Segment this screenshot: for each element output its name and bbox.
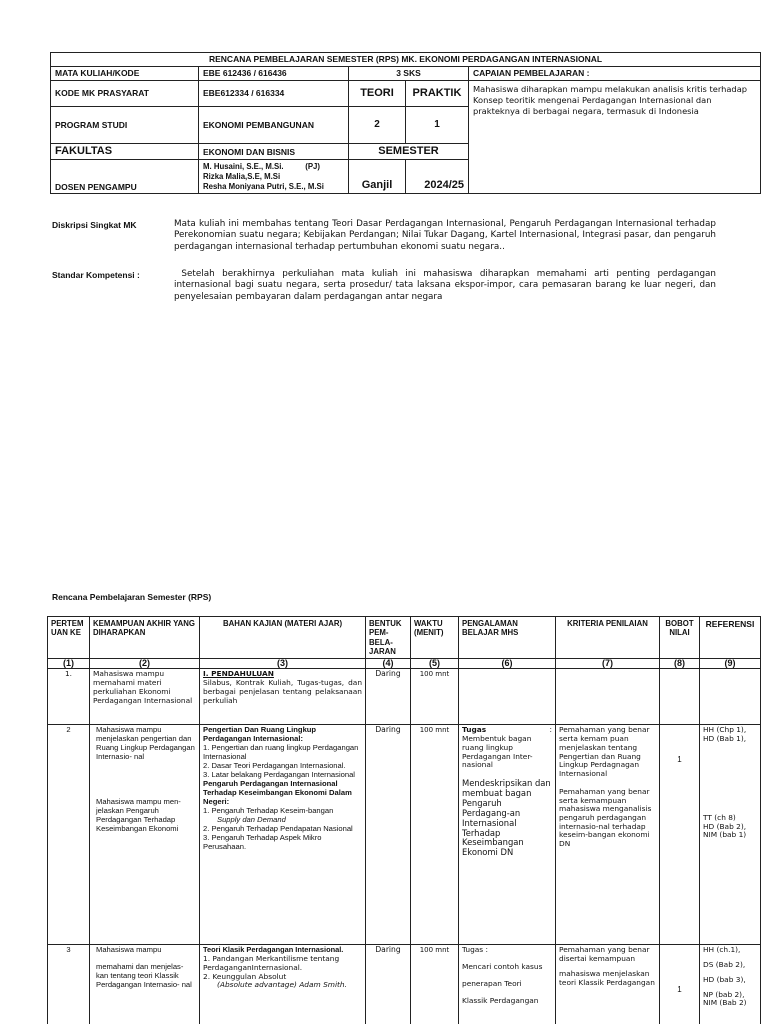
bahan-item: 3. Pengaruh Terhadap Aspek Mikro Perusahaan. xyxy=(203,832,322,851)
bahan-item: 1. Pandangan Merkantilisme tentang PerdaganganInternasional. xyxy=(203,954,340,972)
dosen-name-2: Rizka Malia,S.E, M.Si xyxy=(203,171,281,181)
row-referensi xyxy=(700,669,761,725)
standar-label: Standar Kompetensi : xyxy=(52,270,140,280)
pengalaman-line: penerapan Teori xyxy=(462,978,522,988)
referensi-item: NIM (Bab 2) xyxy=(703,998,747,1008)
kemampuan-a: Mahasiswa mampu menjelaskan pengertian dan Ruang Lingkup Perdagangan Internasio- nal xyxy=(96,725,195,762)
col-header-referensi: REFERENSI xyxy=(700,617,761,659)
table-row xyxy=(48,945,761,1024)
bahan-subitem: (Absolute advantage) Adam Smith. xyxy=(217,980,347,990)
capaian-paragraph: Mahasiswa diharapkan mampu melakukan analisis kritis terhadap Konsep teoritik mengenai Perdagangan Internasional dan prakteknya di berbagai negara, termasuk di Indonesia xyxy=(473,84,748,116)
capaian-label: CAPAIAN PEMBELAJARAN : xyxy=(469,67,761,81)
row-bobot: 1 xyxy=(660,725,700,945)
row-number: 3 xyxy=(48,945,90,1024)
program-studi-label: PROGRAM STUDI xyxy=(51,107,199,144)
referensi-item: HD (Bab 1), xyxy=(703,734,747,744)
row-bentuk: Daring xyxy=(366,945,411,1024)
col-number: (5) xyxy=(411,659,459,669)
col-header-waktu: WAKTU (MENIT) xyxy=(411,617,459,659)
pengalaman-colon: : xyxy=(549,725,552,735)
standar-text: Setelah berakhirnya perkuliahan mata kuliah ini mahasiswa diharapkan memahami arti penting perdagangan internasional bagi suatu negara, serta prosedur/ tata laksana ekspor-impor, cara pemasaran barang ke luar negeri, dan penyelesaian pembayaran dalam perdagangan antar negara xyxy=(174,269,719,302)
mata-kuliah-label: MATA KULIAH/KODE xyxy=(51,67,199,81)
referensi-item: HH (ch.1), xyxy=(703,945,741,955)
row-waktu: 100 mnt xyxy=(411,945,459,1024)
kriteria-b: Pemahaman yang benar serta kemampuan mahasiswa menganalisis pengaruh perdagangan internasio-nal terhadap keseim-bangan ekonomi DN xyxy=(559,786,652,849)
row-number: 2 xyxy=(48,725,90,945)
kemampuan-b: Mahasiswa mampu men- jelaskan Pengaruh Perdagangan Terhadap Keseimbangan Ekonomi xyxy=(96,797,181,834)
col-number: (1) xyxy=(48,659,90,669)
prasyarat-value: EBE612334 / 616334 xyxy=(199,81,349,107)
row-waktu: 100 mnt xyxy=(411,725,459,945)
kriteria-line: Pemahaman yang benar disertai kemampuan xyxy=(559,945,650,964)
row-bahan xyxy=(200,669,366,725)
kemampuan-line: memahami dan menjelas- kan tentang teori Klassik Perdagangan Internasio- nal xyxy=(96,962,192,990)
semester-value: Ganjil xyxy=(349,160,406,194)
col-header-bobot: BOBOT NILAI xyxy=(660,617,700,659)
bahan-item: 1. Pengertian dan ruang lingkup Perdagangan Internasional xyxy=(203,743,359,762)
rps-section-title: Rencana Pembelajaran Semester (RPS) xyxy=(52,592,212,602)
bahan-title: Teori Klasik Perdagangan Internasional. xyxy=(203,945,344,955)
row-kemampuan xyxy=(90,945,200,1024)
col-header-pertemuan: PERTEM UAN KE xyxy=(48,617,90,659)
row-kemampuan xyxy=(90,725,200,945)
table-row xyxy=(48,669,761,725)
bahan-item: 2. Keunggulan Absolut xyxy=(203,971,287,981)
fakultas-value: EKONOMI DAN BISNIS xyxy=(199,144,349,160)
dosen-list xyxy=(199,160,349,194)
bahan-item: 1. Pengaruh Terhadap Keseim-bangan xyxy=(203,805,334,815)
row-bahan xyxy=(200,945,366,1024)
row-pengalaman xyxy=(459,725,556,945)
row-referensi xyxy=(700,945,761,1024)
row-number: 1. xyxy=(48,669,90,725)
col-header-bentuk: BENTUK PEM-BELA-JARAN xyxy=(366,617,411,659)
row-pengalaman xyxy=(459,945,556,1024)
referensi-item: HD (Bab 2), xyxy=(703,821,747,831)
row-kriteria xyxy=(556,725,660,945)
praktik-label: PRAKTIK xyxy=(406,81,469,107)
dosen-name-1: M. Husaini, S.E., M.Si. (PJ) xyxy=(203,162,320,172)
row-kemampuan: Mahasiswa mampu memahami materi perkuliahan Ekonomi Perdagangan Internasional xyxy=(90,669,200,725)
rps-table xyxy=(47,616,761,1024)
mata-kuliah-value: EBE 612436 / 616436 xyxy=(199,67,349,81)
table-row xyxy=(48,725,761,945)
capaian-text xyxy=(469,81,761,194)
dosen-label: DOSEN PENGAMPU xyxy=(51,160,199,194)
tahun-value: 2024/25 xyxy=(406,160,469,194)
referensi-item: HD (bab 3), xyxy=(703,974,746,984)
col-header-bahan: BAHAN KAJIAN (MATERI AJAR) xyxy=(200,617,366,659)
col-number: (7) xyxy=(556,659,660,669)
deskripsi-text: Mata kuliah ini membahas tentang Teori Dasar Perdagangan Internasional, Pengaruh Perdagangan Internasional terhadap Perekonomian suatu negara; Kebijakan Perdangan; Nilai Tukar Dagang, Kartel Internasional, Integrasi pasar, dan pengaruh perdagangan internasional terhadap pertumbuhan ekonomi suatu negara.. xyxy=(174,219,716,252)
deskripsi-label: Diskripsi Singkat MK xyxy=(52,220,137,230)
pengalaman-line: Klassik Perdagangan xyxy=(462,995,539,1005)
col-header-kriteria: KRITERIA PENILAIAN xyxy=(556,617,660,659)
bahan-text: Silabus, Kontrak Kuliah, Tugas-tugas, dan berbagai penjelasan tentang pelaksanaan perkuliah xyxy=(203,678,362,705)
col-number: (3) xyxy=(200,659,366,669)
standar-section xyxy=(52,269,719,303)
pengalaman-title: Tugas : xyxy=(462,945,488,955)
row-bentuk: Daring xyxy=(366,669,411,725)
dosen-name-3: Resha Moniyana Putri, S.E., M.Si xyxy=(203,181,324,191)
teori-label: TEORI xyxy=(349,81,406,107)
referensi-item: TT (ch 8) xyxy=(703,812,736,822)
col-number: (9) xyxy=(700,659,761,669)
prasyarat-label: KODE MK PRASYARAT xyxy=(51,81,199,107)
col-number: (2) xyxy=(90,659,200,669)
kriteria-line: mahasiswa menjelaskan teori Klassik Perdagangan xyxy=(559,968,655,987)
bahan-title: I. PENDAHULUAN xyxy=(203,669,274,679)
pengalaman-title: Tugas xyxy=(462,725,487,735)
row-referensi xyxy=(700,725,761,945)
referensi-item: NIM (bab 1) xyxy=(703,830,747,840)
row-bobot: 1 xyxy=(660,945,700,1024)
row-bentuk: Daring xyxy=(366,725,411,945)
pengalaman-a: Membentuk bagan ruang lingkup Perdagangan Inter- nasional xyxy=(462,734,533,770)
kemampuan-line: Mahasiswa mampu xyxy=(96,945,162,955)
rps-header-table xyxy=(50,52,761,194)
row-kriteria xyxy=(556,669,660,725)
col-number: (8) xyxy=(660,659,700,669)
col-header-pengalaman: PENGALAMAN BELAJAR MHS xyxy=(459,617,556,659)
row-waktu: 100 mnt xyxy=(411,669,459,725)
table-header-row xyxy=(48,617,761,659)
bahan-item: 2. Dasar Teori Perdagangan Internasional. xyxy=(203,761,346,771)
kriteria-a: Pemahaman yang benar serta kemam puan menjelaskan tentang Pengertian dan Ruang Lingkup Perdagnagan Internasional xyxy=(559,725,650,779)
bahan-title-a: Pengertian Dan Ruang Lingkup Perdagangan Internasional: xyxy=(203,725,317,744)
pengalaman-line: Mencari contoh kasus xyxy=(462,962,543,972)
bahan-title-b: Pengaruh Perdagangan Internasional Terhadap Keseimbangan Ekonomi Dalam Negeri: xyxy=(203,779,352,806)
rps-header-title: RENCANA PEMBELAJARAN SEMESTER (RPS) MK. EKONOMI PERDAGANGAN INTERNASIONAL xyxy=(51,53,761,67)
bahan-subitem: Supply dan Demand xyxy=(217,814,286,824)
referensi-item: HH (Chp 1), xyxy=(703,725,747,735)
referensi-item: NP (bab 2), xyxy=(703,989,745,999)
pengalaman-b: Mendeskripsikan dan membuat bagan Pengaruh Perdagang-an Internasional Terhadap Keseimbangan Ekonomi DN xyxy=(462,778,551,858)
column-number-row xyxy=(48,659,761,669)
teori-value: 2 xyxy=(349,107,406,144)
col-header-kemampuan: KEMAMPUAN AKHIR YANG DIHARAPKAN xyxy=(90,617,200,659)
bahan-item: 2. Pengaruh Terhadap Pendapatan Nasional xyxy=(203,823,353,833)
referensi-item: DS (Bab 2), xyxy=(703,960,746,970)
sks-value: 3 SKS xyxy=(349,67,469,81)
row-bahan xyxy=(200,725,366,945)
semester-label: SEMESTER xyxy=(349,144,469,160)
deskripsi-section xyxy=(52,219,716,253)
col-number: (6) xyxy=(459,659,556,669)
col-number: (4) xyxy=(366,659,411,669)
program-studi-value: EKONOMI PEMBANGUNAN xyxy=(199,107,349,144)
bahan-item: 3. Latar belakang Perdagangan Internasional xyxy=(203,770,355,780)
praktik-value: 1 xyxy=(406,107,469,144)
row-bobot xyxy=(660,669,700,725)
fakultas-label: FAKULTAS xyxy=(51,144,199,160)
row-pengalaman xyxy=(459,669,556,725)
row-kriteria xyxy=(556,945,660,1024)
